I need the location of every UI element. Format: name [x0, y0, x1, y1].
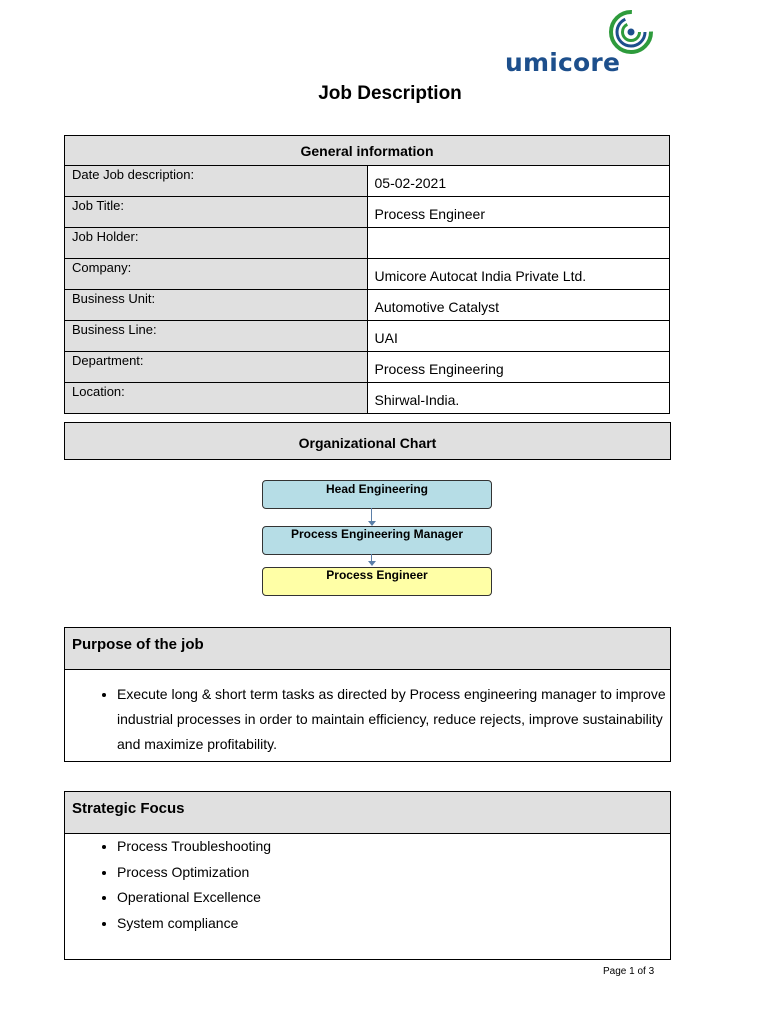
- general-information-table: [64, 135, 670, 414]
- table-row: [65, 321, 670, 352]
- table-row: [65, 352, 670, 383]
- row-value: Umicore Autocat India Private Ltd.: [367, 259, 670, 290]
- table-row: [65, 383, 670, 414]
- table-row: [65, 290, 670, 321]
- row-label: Job Title:: [65, 197, 368, 228]
- strategic-focus-list: [65, 834, 670, 936]
- row-label: Department:: [65, 352, 368, 383]
- org-box-head-engineering: Head Engineering: [262, 480, 492, 509]
- row-value: Process Engineering: [367, 352, 670, 383]
- purpose-heading: Purpose of the job: [65, 628, 670, 670]
- row-value: 05-02-2021: [367, 166, 670, 197]
- row-value: UAI: [367, 321, 670, 352]
- table-row: [65, 197, 670, 228]
- row-label: Job Holder:: [65, 228, 368, 259]
- row-value: Automotive Catalyst: [367, 290, 670, 321]
- umicore-logo: [505, 8, 655, 78]
- row-label: Business Unit:: [65, 290, 368, 321]
- strategic-focus-heading: Strategic Focus: [65, 792, 670, 834]
- table-row: [65, 166, 670, 197]
- org-box-process-engineering-manager: Process Engineering Manager: [262, 526, 492, 555]
- org-chart-heading: Organizational Chart: [64, 422, 671, 460]
- row-label: Company:: [65, 259, 368, 290]
- logo-wordmark: umicore: [505, 48, 621, 77]
- purpose-list: [65, 670, 670, 757]
- row-value: Process Engineer: [367, 197, 670, 228]
- row-value: Shirwal-India.: [367, 383, 670, 414]
- org-box-process-engineer: Process Engineer: [262, 567, 492, 596]
- table-row: [65, 259, 670, 290]
- document-title: Job Description: [318, 83, 462, 104]
- list-item: • Execute long & short term tasks as directed by Process engineering manager to improve industrial processes in order to maintain efficiency, reduce rejects, improve sustainability and maximize profitability.: [117, 682, 670, 757]
- list-item: • Process Optimization: [117, 860, 670, 886]
- list-item: • Operational Excellence: [117, 885, 670, 911]
- row-value: [367, 228, 670, 259]
- row-label: Location:: [65, 383, 368, 414]
- list-item: • Process Troubleshooting: [117, 834, 670, 860]
- row-label: Date Job description:: [65, 166, 368, 197]
- strategic-focus-section: [64, 791, 671, 960]
- row-label: Business Line:: [65, 321, 368, 352]
- purpose-section: [64, 627, 671, 762]
- general-information-heading: General information: [65, 136, 670, 166]
- arrow-down-icon: [368, 561, 376, 566]
- page-number: Page 1 of 3: [603, 966, 655, 977]
- list-item: • System compliance: [117, 911, 670, 937]
- table-row: [65, 228, 670, 259]
- org-connector: [371, 508, 372, 522]
